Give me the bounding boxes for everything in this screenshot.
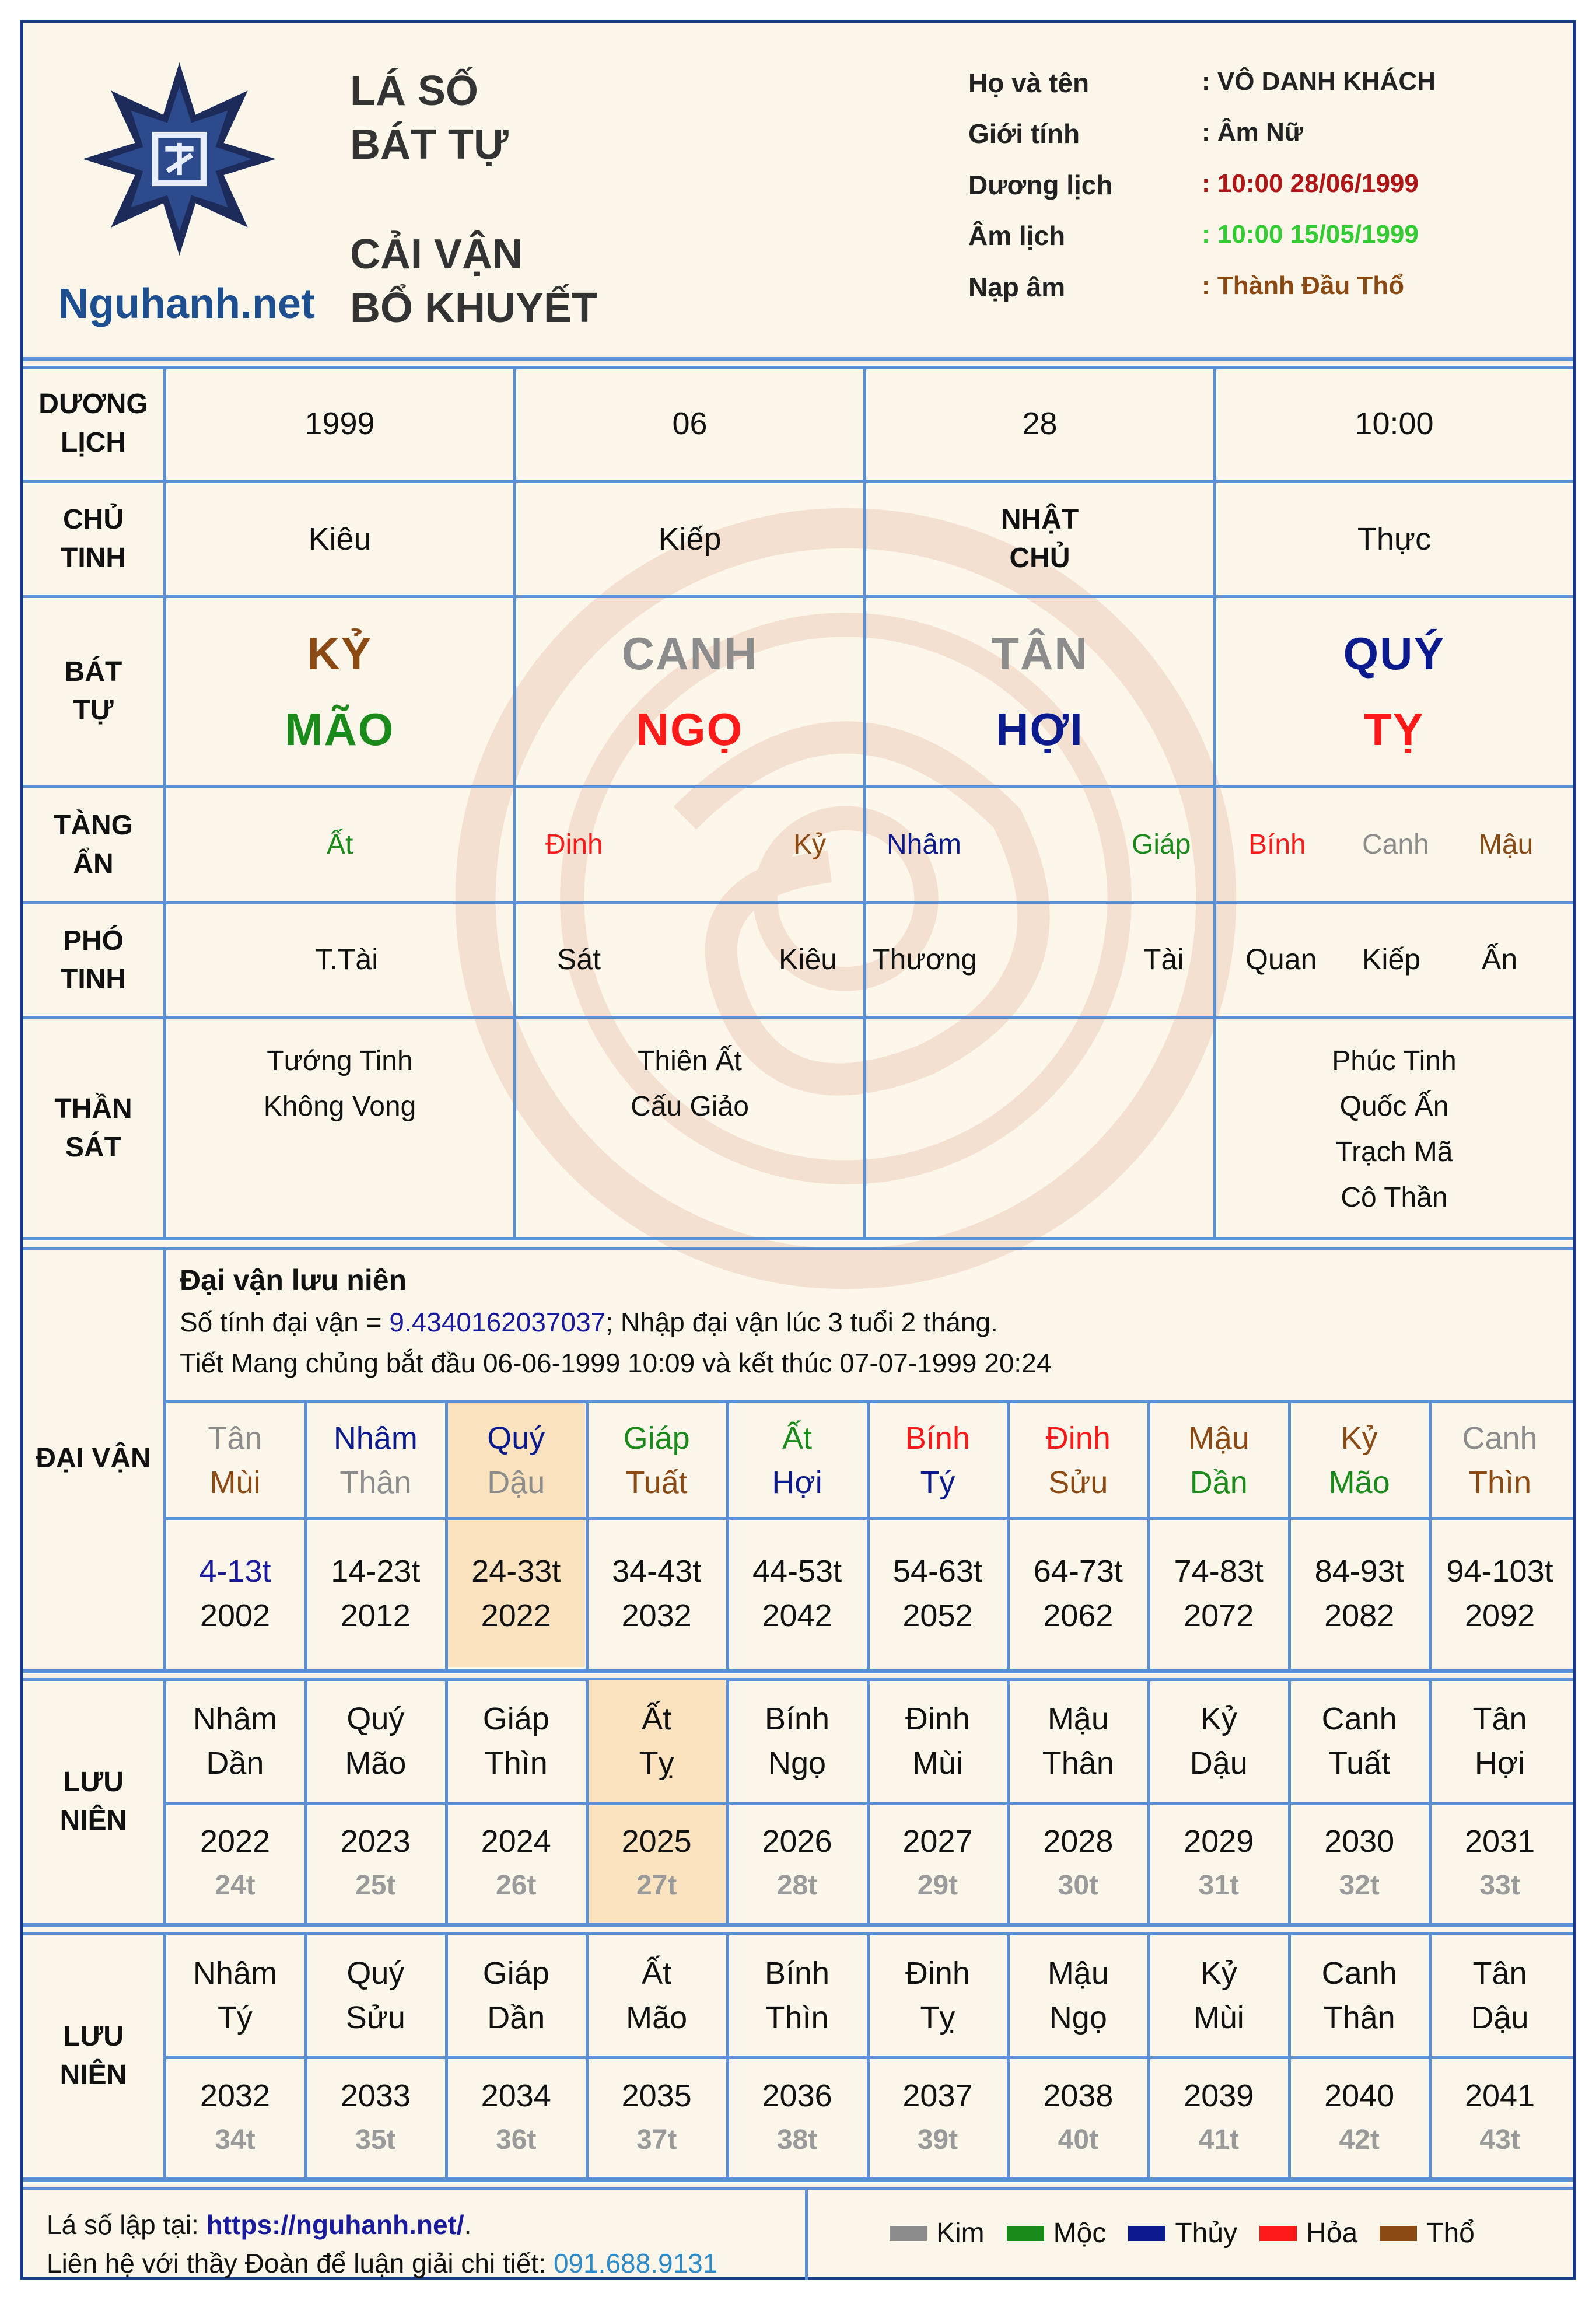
luck-pillar-year: 2012 [340,1598,411,1633]
annual-pillar-2028 [1009,1680,1147,1802]
luck-pillar-period-5 [729,1520,866,1667]
legend-label: Thổ [1426,2218,1475,2249]
annual-year-2022 [166,1805,304,1923]
hidden-stem-day-1: Nhâm [887,829,962,860]
spirit-stars-year: Tướng Tinh Không Vong [263,1046,416,1122]
annual-pillar-2026 [729,1680,866,1802]
logo-star-icon [79,58,280,260]
luck-pillar-stem: Nhâm [333,1420,418,1456]
luck-pillar-period-6 [869,1520,1007,1667]
annual-pillar-2029 [1150,1680,1287,1802]
legend-swatch [1128,2226,1166,2241]
annual-year-2029 [1150,1805,1287,1923]
bazi-chart-sheet [20,20,1576,2280]
annual-pillar-branch: Mão [626,2000,688,2035]
hidden-stem-hour-2: Canh [1362,829,1429,860]
name-value: : VÔ DANH KHÁCH [1202,67,1436,96]
annual-pillar-stem: Quý [346,1701,405,1736]
annual-age: 26t [496,1870,537,1901]
annual-year-2038 [1009,2059,1147,2177]
aux-star-hour-1: Quan [1245,943,1317,976]
luck-pillar-period-10 [1431,1520,1569,1667]
annual-year-2041 [1431,2059,1569,2177]
aux-star-year-1: T.Tài [315,943,379,976]
annual-pillar-2033 [307,1935,444,2056]
luck-pillar-ages: 24-33t [471,1554,561,1589]
luck-pillar-branch: Thìn [1468,1464,1532,1500]
month-stem: CANH [621,627,758,679]
annual-pillar-branch: Tý [217,2000,253,2035]
main-star-hour: Thực [1357,521,1432,557]
annual-pillar-branch: Thìn [765,2000,829,2035]
solar-hour: 10:00 [1354,406,1434,441]
annual-year-2034 [447,2059,585,2177]
annual-year: 2030 [1324,1824,1395,1859]
luck-pillar-ages: 4-13t [199,1554,271,1589]
annual-pillar-stem: Giáp [482,1701,550,1736]
row-label-dai-van: ĐẠI VẬN [36,1443,151,1474]
hidden-stem-month-2: Kỷ [793,829,827,860]
luck-pillar-stem: Mậu [1188,1420,1250,1456]
annual-pillar-stem: Bính [764,1956,830,1991]
annual-pillar-stem: Tân [1472,1956,1527,1991]
luck-pillar-year: 2072 [1184,1598,1254,1633]
luck-pillar-period-4 [588,1520,726,1667]
luck-pillar-stem: Đinh [1045,1420,1111,1456]
annual-pillar-stem: Giáp [482,1956,550,1991]
annual-year-2024 [447,1805,585,1923]
day-master-label: NHẬT CHỦ [1000,504,1079,574]
day-branch: HỢI [996,703,1084,755]
annual-pillar-branch: Dần [487,2000,545,2035]
main-star-year: Kiêu [308,521,372,557]
aux-star-hour-2: Kiếp [1362,943,1421,976]
annual-year-2028 [1009,1805,1147,1923]
annual-pillar-2035 [588,1935,726,2056]
title-line-4: BỔ KHUYẾT [350,285,598,331]
annual-year: 2022 [200,1824,271,1859]
luck-pillar-branch: Hợi [772,1464,822,1500]
luck-pillar-ages: 14-23t [331,1554,421,1589]
luck-pillar-ages: 54-63t [892,1554,982,1589]
annual-pillar-branch: Dậu [1471,2000,1529,2035]
annual-pillar-branch: Ngọ [768,1746,827,1781]
hour-branch: TỴ [1364,703,1424,755]
annual-pillar-2034 [447,1935,585,2056]
annual-pillar-branch: Thân [1042,1746,1114,1781]
lunar-date-label: Âm lịch [968,221,1066,251]
luck-pillar-stem: Bính [905,1420,970,1456]
luck-pillar-5 [729,1403,866,1517]
aux-star-month-2: Kiêu [779,943,838,976]
aux-star-day-1: Thương [872,943,978,976]
luck-pillar-year: 2032 [621,1598,692,1633]
luck-pillar-branch: Thân [340,1464,412,1500]
annual-year: 2032 [200,2078,271,2113]
luck-pillar-stem: Kỷ [1340,1420,1378,1456]
title-line-1: LÁ SỐ [350,68,479,114]
annual-year: 2031 [1464,1824,1535,1859]
row-label-duong-lich: DƯƠNG LỊCH [38,389,148,458]
annual-year-2026 [729,1805,866,1923]
luck-pillar-stem: Ất [782,1420,813,1456]
luck-pillar-period-3 [447,1520,585,1667]
luck-pillar-branch: Mão [1328,1464,1390,1500]
legend-item-Thổ [1380,2217,1475,2249]
annual-year-2033 [307,2059,444,2177]
annual-year-2039 [1150,2059,1287,2177]
annual-pillar-stem: Nhâm [192,1956,277,1991]
legend-item-Thủy [1128,2217,1237,2249]
annual-year-2023 [307,1805,444,1923]
luck-pillars-title: Đại vận lưu niên [180,1264,407,1296]
annual-pillar-stem: Mậu [1047,1956,1109,1991]
annual-year: 2038 [1043,2078,1114,2113]
annual-pillar-2040 [1290,1935,1428,2056]
annual-pillar-stem: Đinh [905,1956,970,1991]
hidden-stem-hour-1: Bính [1248,829,1306,860]
annual-age: 42t [1339,2124,1380,2155]
row-label-tang-an: TÀNG ẨN [54,809,133,879]
luck-pillar-ages: 94-103t [1446,1554,1553,1589]
annual-pillar-stem: Ất [642,1701,672,1736]
annual-pillar-stem: Ất [642,1956,672,1991]
luck-pillar-ages: 64-73t [1033,1554,1123,1589]
annual-age: 38t [776,2124,818,2155]
annual-pillar-branch: Thìn [484,1746,548,1781]
annual-age: 33t [1479,1870,1520,1901]
annual-year-2037 [869,2059,1007,2177]
title-line-2: BÁT TỰ [350,121,509,168]
annual-pillar-stem: Tân [1472,1701,1527,1736]
annual-year-2040 [1290,2059,1428,2177]
annual-year: 2023 [340,1824,411,1859]
legend-label: Mộc [1053,2218,1107,2249]
phone-link[interactable]: 091.688.9131 [553,2248,718,2278]
annual-age: 32t [1339,1870,1380,1901]
month-branch: NGỌ [636,703,744,755]
year-stem: KỶ [307,627,373,679]
luck-pillar-7 [1009,1403,1147,1517]
luck-pillar-branch: Dần [1189,1464,1248,1500]
dragon-watermark [443,496,1248,1301]
annual-year-2032 [166,2059,304,2177]
luck-pillar-branch: Dậu [487,1464,545,1500]
legend-label: Thủy [1175,2218,1238,2249]
luck-pillar-8 [1150,1403,1287,1517]
luck-pillar-10 [1431,1403,1569,1517]
annual-year-2031 [1431,1805,1569,1923]
luck-pillars-header [180,1263,1051,1379]
luck-pillar-ages: 34-43t [612,1554,702,1589]
element-color-legend [890,2217,1497,2249]
luck-pillar-period-1 [166,1520,304,1667]
annual-pillar-stem: Đinh [905,1701,970,1736]
annual-year: 2041 [1464,2078,1535,2113]
main-star-month: Kiếp [658,521,722,557]
luck-pillar-period-2 [307,1520,444,1667]
annual-pillar-stem: Kỷ [1200,1701,1237,1736]
annual-year: 2035 [621,2078,692,2113]
spirit-stars-month: Thiên Ất Cấu Giảo [631,1046,749,1122]
hidden-stem-hour-3: Mậu [1479,829,1534,860]
gender-label: Giới tính [968,118,1080,149]
napam-label: Nạp âm [968,272,1066,302]
legend-item-Kim [890,2217,985,2249]
luck-pillar-stem: Giáp [623,1420,690,1456]
annual-age: 43t [1479,2124,1520,2155]
legend-label: Kim [936,2218,985,2249]
annual-pillar-branch: Tuất [1328,1746,1391,1781]
annual-pillar-branch: Dậu [1189,1746,1248,1781]
annual-pillar-stem: Bính [764,1701,830,1736]
annual-pillar-branch: Tỵ [920,2000,956,2035]
hidden-stem-day-2: Giáp [1132,829,1191,860]
annual-pillar-2023 [307,1680,444,1802]
annual-pillar-stem: Canh [1321,1956,1397,1991]
luck-pillar-ages: 84-93t [1314,1554,1404,1589]
annual-pillar-branch: Mùi [912,1746,963,1781]
luck-pillar-branch: Tý [920,1464,956,1500]
row-label-pho-tinh: PHÓ TINH [61,925,126,995]
legend-swatch [1007,2226,1044,2241]
annual-pillar-2030 [1290,1680,1428,1802]
annual-pillar-stem: Quý [346,1956,405,1991]
annual-pillar-2025 [588,1680,726,1802]
title-line-3: CẢI VẬN [350,231,523,278]
luck-pillar-period-9 [1290,1520,1428,1667]
annual-pillar-branch: Tỵ [639,1746,674,1781]
annual-age: 39t [917,2124,958,2155]
annual-age: 34t [215,2124,256,2155]
luck-pillar-year: 2022 [481,1598,551,1633]
luck-pillar-year: 2062 [1043,1598,1114,1633]
luck-pillar-stem: Canh [1462,1420,1538,1456]
annual-year-2036 [729,2059,866,2177]
luck-pillar-ages: 74-83t [1174,1554,1264,1589]
luck-pillar-period-8 [1150,1520,1287,1667]
annual-age: 37t [636,2124,677,2155]
annual-pillar-2022 [166,1680,304,1802]
luck-pillar-year: 2052 [902,1598,973,1633]
annual-pillar-stem: Mậu [1047,1701,1109,1736]
annual-age: 40t [1058,2124,1099,2155]
annual-pillar-branch: Mão [345,1746,407,1781]
annual-pillar-branch: Hợi [1474,1746,1525,1781]
year-branch: MÃO [285,703,395,755]
luck-pillar-1 [166,1403,304,1517]
legend-item-Mộc [1007,2217,1107,2249]
annual-year-2025 [588,1805,726,1923]
annual-year: 2036 [762,2078,832,2113]
legend-swatch [890,2226,927,2241]
annual-pillar-branch: Sửu [345,2000,405,2035]
luck-pillar-2 [307,1403,444,1517]
footer-line-2: Liên hệ với thầy Đoàn để luận giải chi tiết: 091.688.9131 [47,2248,718,2278]
annual-year: 2027 [902,1824,973,1859]
annual-age: 35t [355,2124,396,2155]
aux-star-day-2: Tài [1143,943,1184,976]
luck-pillar-year: 2092 [1464,1598,1535,1633]
annual-pillar-2037 [869,1935,1007,2056]
name-label: Họ và tên [968,68,1090,98]
day-stem: TÂN [991,627,1088,679]
luck-pillar-4 [588,1403,726,1517]
annual-pillar-stem: Canh [1321,1701,1397,1736]
luck-pillar-6 [869,1403,1007,1517]
hidden-stem-month-1: Đinh [545,829,603,860]
annual-pillar-stem: Kỷ [1200,1956,1237,1991]
annual-pillar-2036 [729,1935,866,2056]
annual-pillar-2032 [166,1935,304,2056]
luck-pillar-stem: Tân [208,1420,262,1456]
annual-pillar-branch: Dần [206,1746,264,1781]
site-name[interactable]: Nguhanh.net [58,281,315,327]
luck-pillar-branch: Tuất [625,1464,688,1500]
annual-year: 2026 [762,1824,832,1859]
site-url-link[interactable]: https://nguhanh.net/ [206,2210,464,2240]
luck-pillar-9 [1290,1403,1428,1517]
luck-pillar-ages: 44-53t [752,1554,842,1589]
annual-year: 2040 [1324,2078,1395,2113]
annual-age: 36t [496,2124,537,2155]
annual-pillar-branch: Ngọ [1049,2000,1107,2035]
annual-pillar-2031 [1431,1680,1569,1802]
annual-year-2030 [1290,1805,1428,1923]
luck-pillar-3 [447,1403,585,1517]
luck-pillar-branch: Mùi [209,1464,261,1500]
napam-value: : Thành Đầu Thổ [1202,271,1405,300]
row-label-than-sat: THẦN SÁT [54,1093,132,1163]
annual-year-2035 [588,2059,726,2177]
legend-swatch [1259,2226,1297,2241]
annual-age: 30t [1058,1870,1099,1901]
solar-day: 28 [1022,406,1058,441]
annual-year: 2025 [621,1824,692,1859]
luck-pillar-period-7 [1009,1520,1147,1667]
hour-stem: QUÝ [1343,627,1446,679]
solar-year: 1999 [304,406,375,441]
annual-pillar-branch: Thân [1323,2000,1395,2035]
hidden-stem-year-1: Ất [327,829,354,860]
solar-month: 06 [672,406,708,441]
annual-pillar-2024 [447,1680,585,1802]
annual-year: 2037 [902,2078,973,2113]
solar-term-info: Tiết Mang chủng bắt đầu 06-06-1999 10:09 và kết thúc 07-07-1999 20:24 [180,1348,1052,1378]
annual-year: 2039 [1184,2078,1254,2113]
footer-line-1: Lá số lập tại: https://nguhanh.net/. [47,2210,472,2240]
luck-pillar-year: 2042 [762,1598,832,1633]
row-label-luu-nien-1: LƯU NIÊN [60,1767,127,1836]
annual-year: 2029 [1184,1824,1254,1859]
annual-age: 29t [917,1870,958,1901]
legend-swatch [1380,2226,1417,2241]
gender-value: : Âm Nữ [1202,118,1303,146]
annual-pillar-2041 [1431,1935,1569,2056]
row-label-bat-tu: BÁT TỰ [64,656,123,726]
annual-pillar-2027 [869,1680,1007,1802]
luck-pillar-year: 2002 [200,1598,271,1633]
annual-age: 28t [776,1870,818,1901]
luck-pillars-calc: Số tính đại vận = 9.4340162037037; Nhập đại vận lúc 3 tuổi 2 tháng. [180,1307,998,1337]
luck-pillar-branch: Sửu [1048,1464,1108,1500]
row-label-chu-tinh: CHỦ TINH [61,504,126,574]
annual-year: 2034 [481,2078,551,2113]
aux-star-month-1: Sát [557,943,601,976]
row-label-luu-nien-2: LƯU NIÊN [60,2021,127,2091]
annual-age: 24t [215,1870,256,1901]
legend-item-Hỏa [1259,2217,1357,2249]
annual-year: 2024 [481,1824,551,1859]
annual-pillar-branch: Mùi [1193,2000,1244,2035]
luck-pillar-stem: Quý [487,1420,545,1456]
annual-year-2027 [869,1805,1007,1923]
annual-age: 25t [355,1870,396,1901]
annual-age: 27t [636,1870,677,1901]
annual-pillar-2038 [1009,1935,1147,2056]
annual-age: 41t [1198,2124,1239,2155]
legend-label: Hỏa [1306,2218,1358,2249]
lunar-date-value: : 10:00 15/05/1999 [1202,220,1419,249]
annual-age: 31t [1198,1870,1239,1901]
footer-info [47,2205,718,2282]
annual-pillar-2039 [1150,1935,1287,2056]
luck-pillar-year: 2082 [1324,1598,1395,1633]
spirit-stars-hour: Phúc Tinh Quốc Ấn Trạch Mã Cô Thần [1332,1046,1457,1213]
aux-star-hour-3: Ấn [1482,943,1518,976]
annual-year: 2028 [1043,1824,1114,1859]
solar-date-label: Dương lịch [968,170,1113,200]
annual-pillar-stem: Nhâm [192,1701,277,1736]
solar-date-value: : 10:00 28/06/1999 [1202,169,1419,198]
annual-year: 2033 [340,2078,411,2113]
